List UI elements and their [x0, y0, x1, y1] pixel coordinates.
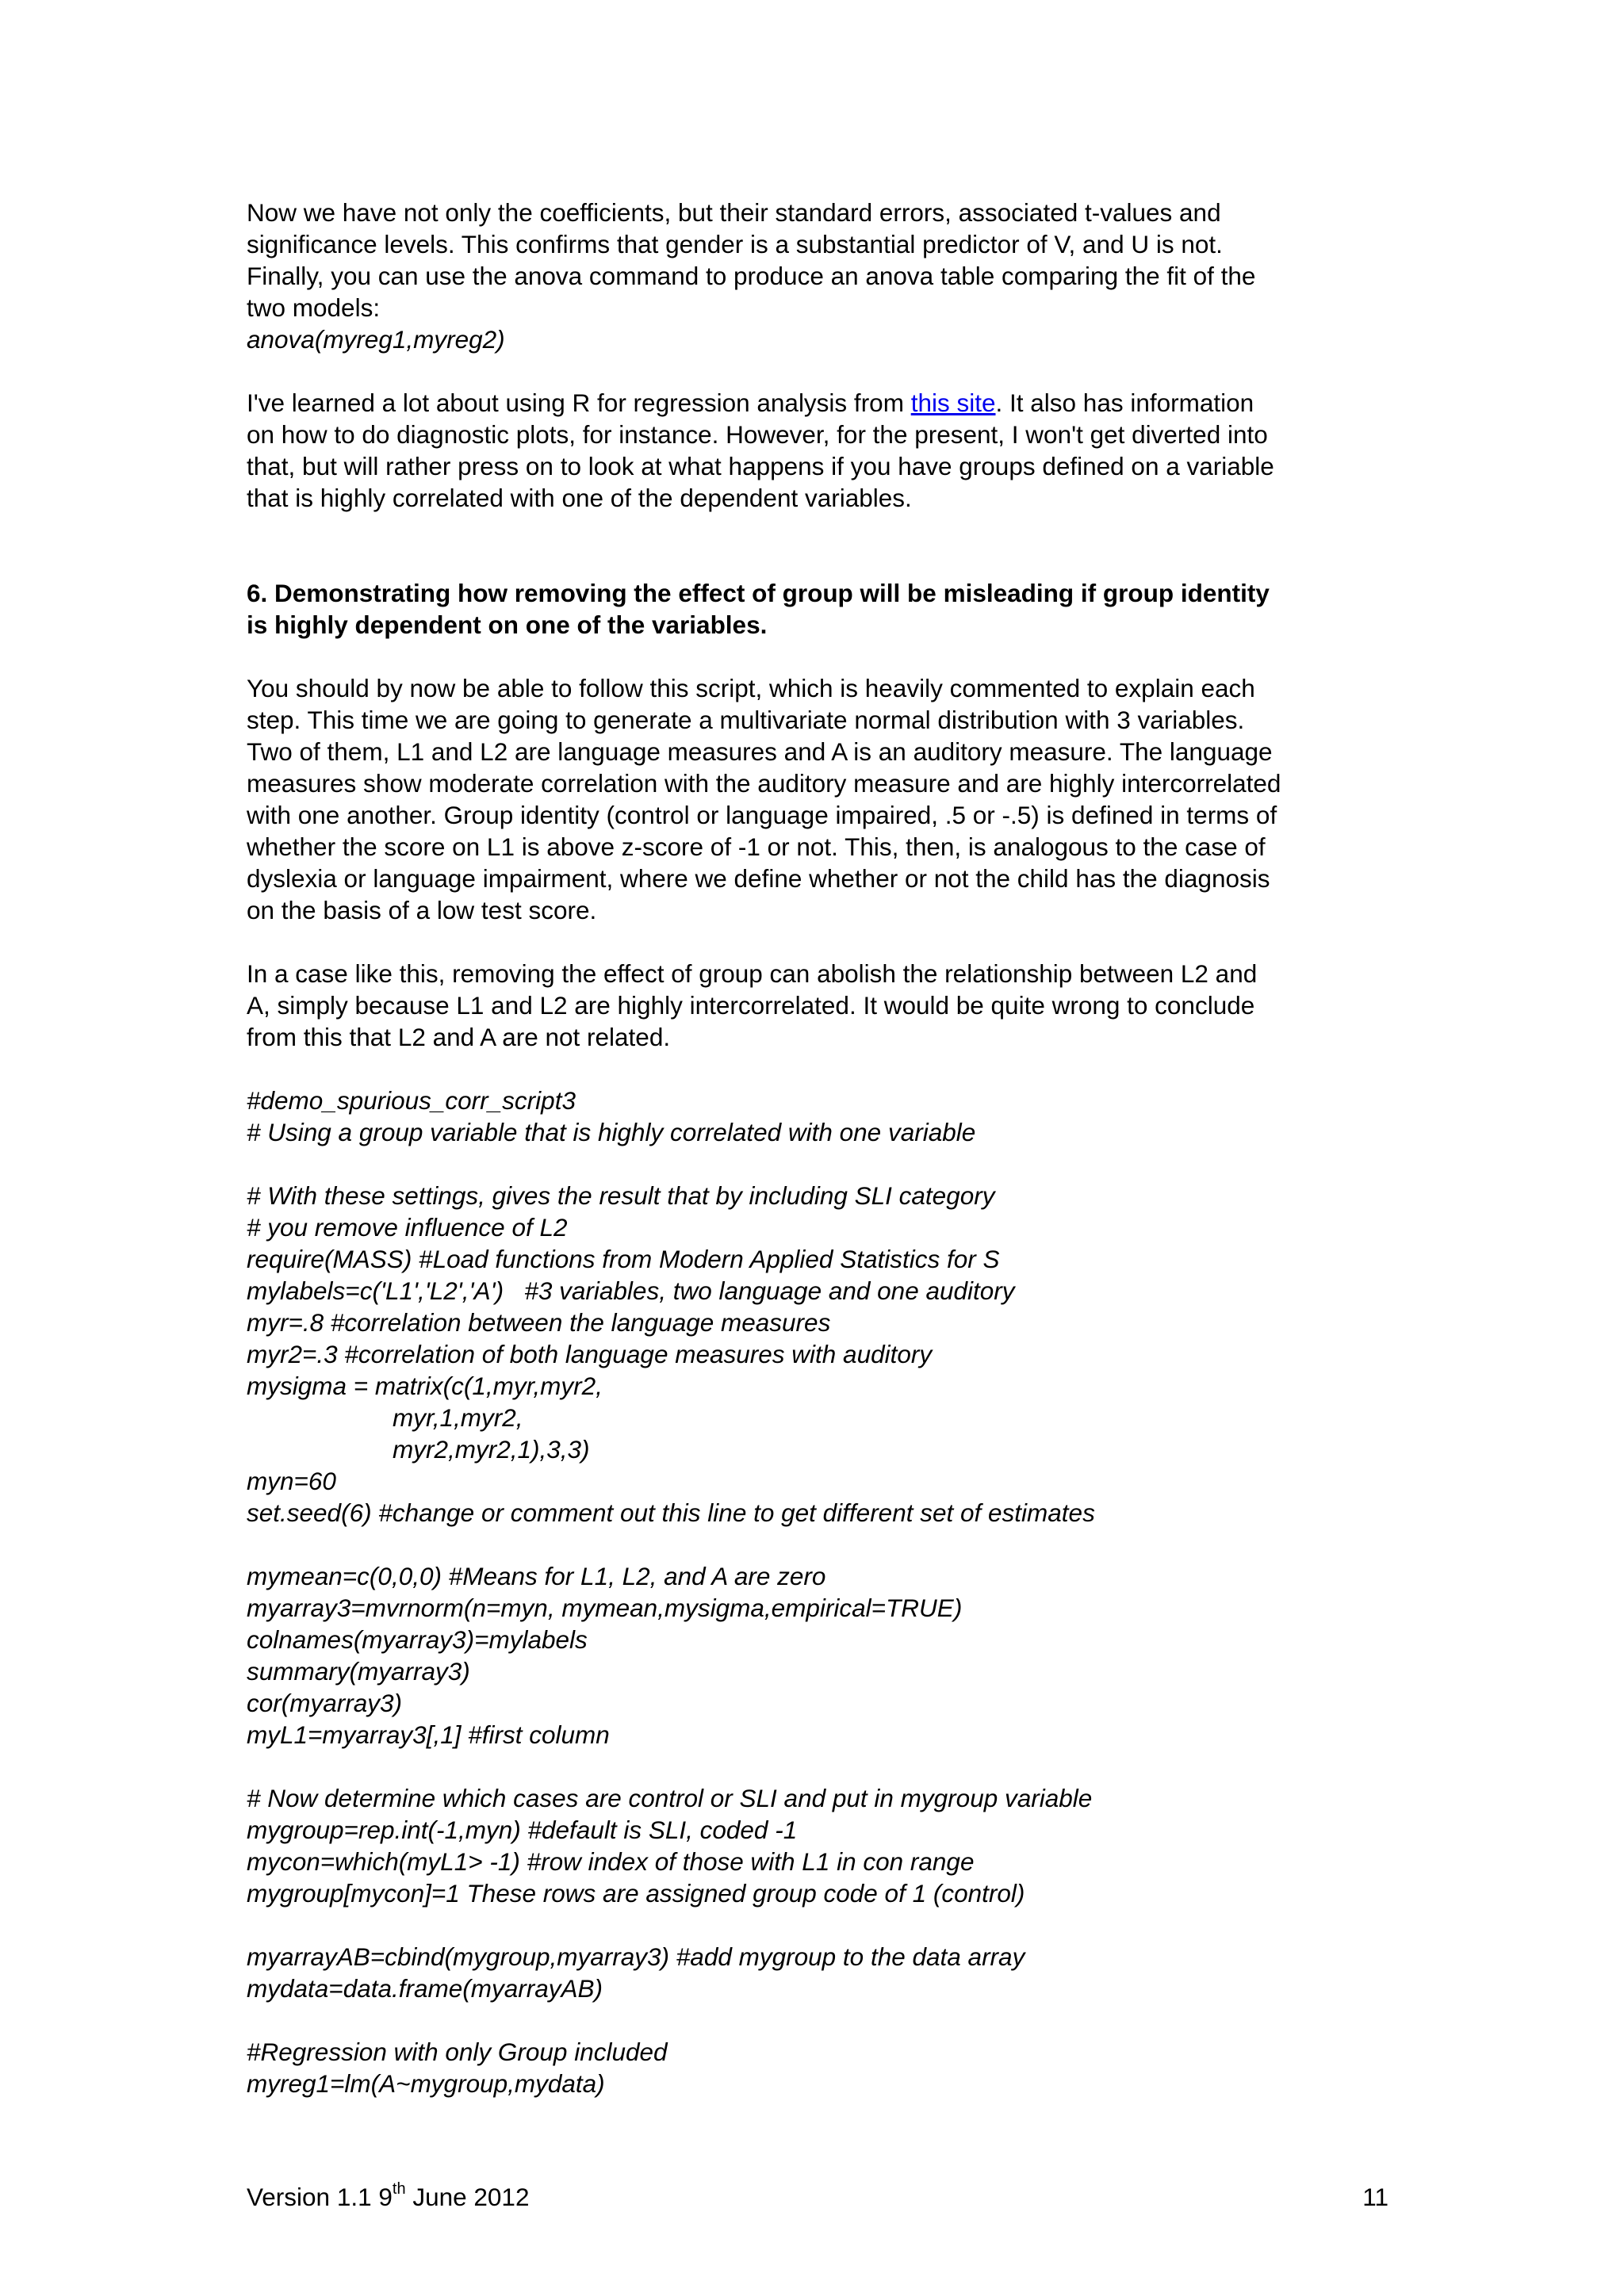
- text-line: that, but will rather press on to look at what happens if you have groups defined on a variable: [247, 452, 1274, 480]
- text-line: measures show moderate correlation with the auditory measure and are highly intercorrelated: [247, 769, 1281, 798]
- script-block: [247, 1180, 1388, 1529]
- text-line: from this that L2 and A are not related.: [247, 1023, 671, 1051]
- script-block: [247, 1085, 1388, 1148]
- this-site-link[interactable]: this site: [910, 388, 996, 417]
- page-footer: [247, 2181, 1388, 2213]
- paragraph-script-intro: [247, 672, 1388, 926]
- code-line: myarray3=mvrnorm(n=myn, mymean,mysigma,empirical=TRUE): [247, 1594, 963, 1622]
- r-script: [247, 1085, 1388, 2099]
- text-line: A, simply because L1 and L2 are highly intercorrelated. It would be quite wrong to conclude: [247, 991, 1255, 1020]
- code-line: mydata=data.frame(myarrayAB): [247, 1974, 603, 2003]
- code-line: myn=60: [247, 1467, 336, 1495]
- code-line-indented: myr,1,myr2,: [393, 1403, 523, 1432]
- heading-line: 6. Demonstrating how removing the effect of group will be misleading if group identity: [247, 579, 1270, 607]
- code-line: mymean=c(0,0,0) #Means for L1, L2, and A are zero: [247, 1562, 826, 1590]
- code-line: summary(myarray3): [247, 1657, 470, 1686]
- text-line: dyslexia or language impairment, where we define whether or not the child has the diagnosis: [247, 864, 1270, 893]
- code-line: mylabels=c('L1','L2','A') #3 variables, two language and one auditory: [247, 1276, 1015, 1305]
- text-line: You should by now be able to follow this script, which is heavily commented to explain each: [247, 674, 1255, 702]
- section-heading: [247, 577, 1388, 641]
- code-line: mygroup=rep.int(-1,myn) #default is SLI, coded -1: [247, 1816, 798, 1844]
- text-line-with-link: [247, 387, 1388, 419]
- code-line: # With these settings, gives the result that by including SLI category: [247, 1181, 995, 1210]
- code-line: myreg1=lm(A~mygroup,mydata): [247, 2069, 605, 2098]
- code-line: # you remove influence of L2: [247, 1213, 568, 1242]
- paragraph-group-effect: [247, 958, 1388, 1053]
- paragraph-coefficients: [247, 197, 1388, 355]
- code-line: mysigma = matrix(c(1,myr,myr2,: [247, 1372, 603, 1400]
- text-line: on the basis of a low test score.: [247, 896, 597, 924]
- code-line: # Now determine which cases are control or SLI and put in mygroup variable: [247, 1784, 1093, 1812]
- code-line: myr2=.3 #correlation of both language measures with auditory: [247, 1340, 933, 1368]
- script-block: [247, 2036, 1388, 2099]
- script-block: [247, 1941, 1388, 2004]
- paragraph-regression-site: [247, 387, 1388, 514]
- text-after-link: . It also has information: [995, 388, 1254, 417]
- ordinal-suffix: th: [392, 2179, 406, 2198]
- text-line: In a case like this, removing the effect of group can abolish the relationship between L2 and: [247, 959, 1258, 988]
- code-line: myr=.8 #correlation between the language measures: [247, 1308, 831, 1337]
- code-line: mygroup[mycon]=1 These rows are assigned group code of 1 (control): [247, 1879, 1025, 1908]
- version-text: Version 1.1 9: [247, 2183, 393, 2211]
- text-line: Two of them, L1 and L2 are language measures and A is an auditory measure. The language: [247, 737, 1273, 766]
- code-line: myL1=myarray3[,1] #first column: [247, 1720, 610, 1749]
- script-block: [247, 1560, 1388, 1751]
- text-line: that is highly correlated with one of the dependent variables.: [247, 484, 912, 512]
- document-page: [247, 197, 1388, 2099]
- code-line: set.seed(6) #change or comment out this line to get different set of estimates: [247, 1498, 1095, 1527]
- text-line: whether the score on L1 is above z-score of -1 or not. This, then, is analogous to the case of: [247, 832, 1266, 861]
- page-number: 11: [1362, 2183, 1388, 2211]
- text-before-link: I've learned a lot about using R for regression analysis from: [247, 388, 911, 417]
- text-line: with one another. Group identity (control or language impaired, .5 or -.5) is defined in terms of: [247, 801, 1277, 829]
- code-line: # Using a group variable that is highly correlated with one variable: [247, 1118, 976, 1146]
- text-line: two models:: [247, 293, 381, 322]
- text-line: Finally, you can use the anova command to produce an anova table comparing the fit of the: [247, 262, 1256, 290]
- code-line: colnames(myarray3)=mylabels: [247, 1625, 588, 1654]
- code-line: require(MASS) #Load functions from Modern Applied Statistics for S: [247, 1245, 1000, 1273]
- code-line: myarrayAB=cbind(mygroup,myarray3) #add mygroup to the data array: [247, 1942, 1025, 1971]
- code-line: anova(myreg1,myreg2): [247, 325, 505, 354]
- date-text: June 2012: [405, 2183, 530, 2211]
- script-block: [247, 1782, 1388, 1909]
- text-line: Now we have not only the coefficients, but their standard errors, associated t-values and: [247, 198, 1221, 227]
- code-line: cor(myarray3): [247, 1689, 403, 1717]
- text-line: on how to do diagnostic plots, for instance. However, for the present, I won't get diverted into: [247, 420, 1268, 449]
- code-line: #demo_spurious_corr_script3: [247, 1086, 576, 1115]
- text-line: significance levels. This confirms that gender is a substantial predictor of V, and U is not.: [247, 230, 1223, 258]
- code-line: mycon=which(myL1> -1) #row index of those with L1 in con range: [247, 1847, 975, 1876]
- code-line: #Regression with only Group included: [247, 2038, 668, 2066]
- code-line-indented: myr2,myr2,1),3,3): [393, 1435, 590, 1464]
- text-line: step. This time we are going to generate a multivariate normal distribution with 3 variables.: [247, 706, 1245, 734]
- heading-line: is highly dependent on one of the variables.: [247, 610, 768, 639]
- version-date: [247, 2181, 529, 2213]
